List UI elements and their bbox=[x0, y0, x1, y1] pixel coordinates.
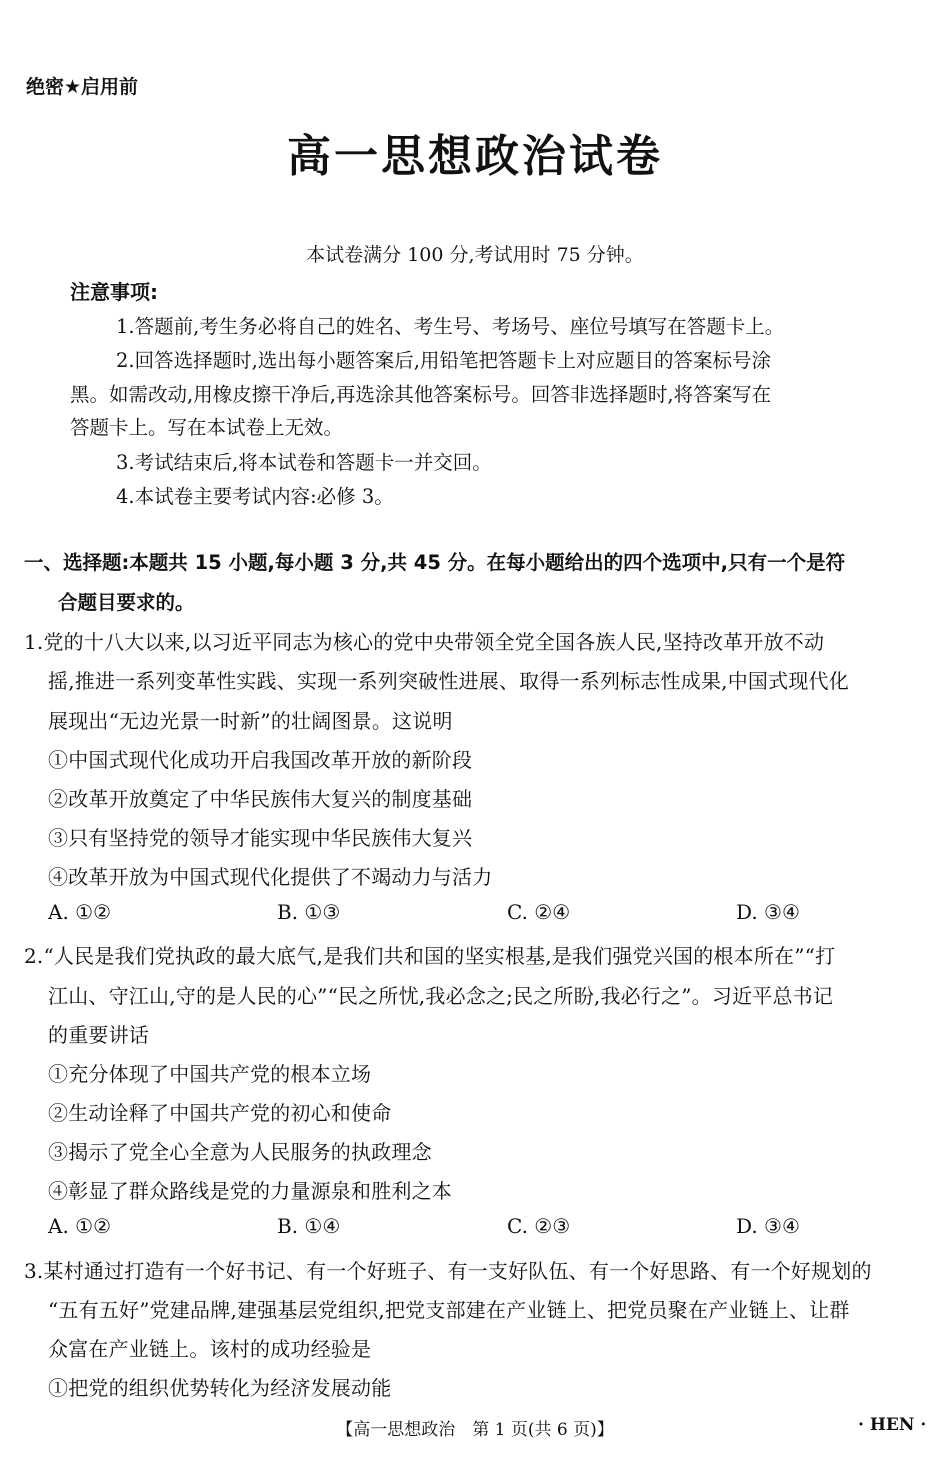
section-heading: 一、选择题:本题共 15 小题,每小题 3 分,共 45 分。在每小题给出的四个选项中,只有一个是符 bbox=[24, 551, 846, 574]
section-heading-cont: 合题目要求的。 bbox=[58, 591, 195, 614]
footer-code: · HEN · bbox=[858, 1415, 927, 1435]
question-3-stem: “五有五好”党建品牌,建强基层党组织,把党支部建在产业链上、把党员聚在产业链上、让群 bbox=[48, 1298, 850, 1322]
question-2-option-c: C. ②③ bbox=[507, 1214, 571, 1238]
question-3-stem: 3.某村通过打造有一个好书记、有一个好班子、有一支好队伍、有一个好思路、有一个好规划的 bbox=[24, 1259, 872, 1283]
question-2-item: ③揭示了党全心全意为人民服务的执政理念 bbox=[48, 1140, 432, 1164]
notice-line: 2.回答选择题时,选出每小题答案后,用铅笔把答题卡上对应题目的答案标号涂 bbox=[116, 349, 772, 372]
question-1-item: ②改革开放奠定了中华民族伟大复兴的制度基础 bbox=[48, 787, 473, 811]
notice-line: 3.考试结束后,将本试卷和答题卡一并交回。 bbox=[116, 451, 492, 474]
question-2-item: ④彰显了群众路线是党的力量源泉和胜利之本 bbox=[48, 1179, 452, 1203]
question-1-option-d: D. ③④ bbox=[736, 900, 800, 924]
question-1-stem: 摇,推进一系列变革性实践、实现一系列突破性进展、取得一系列标志性成果,中国式现代化 bbox=[48, 669, 849, 693]
question-3-item: ①把党的组织优势转化为经济发展动能 bbox=[48, 1376, 392, 1400]
question-1-stem: 展现出“无边光景一时新”的壮阔图景。这说明 bbox=[48, 709, 453, 733]
notice-heading: 注意事项: bbox=[70, 280, 158, 304]
question-2-stem: 的重要讲话 bbox=[48, 1023, 149, 1047]
question-1-option-a: A. ①② bbox=[48, 900, 112, 924]
question-3-stem: 众富在产业链上。该村的成功经验是 bbox=[48, 1337, 372, 1361]
exam-title: 高一思想政治试卷 bbox=[287, 131, 663, 182]
question-2-option-d: D. ③④ bbox=[736, 1214, 800, 1238]
question-1-item: ④改革开放为中国式现代化提供了不竭动力与活力 bbox=[48, 865, 493, 889]
question-2-stem: 2.“人民是我们党执政的最大底气,是我们共和国的坚实根基,是我们强党兴国的根本所在”“打 bbox=[24, 944, 836, 968]
question-2-option-b: B. ①④ bbox=[277, 1214, 341, 1238]
exam-subtitle: 本试卷满分 100 分,考试用时 75 分钟。 bbox=[306, 244, 644, 266]
question-2-option-a: A. ①② bbox=[48, 1214, 112, 1238]
question-1-stem: 1.党的十八大以来,以习近平同志为核心的党中央带领全党全国各族人民,坚持改革开放不动 bbox=[24, 630, 825, 654]
question-2-item: ①充分体现了中国共产党的根本立场 bbox=[48, 1062, 372, 1086]
notice-line: 答题卡上。写在本试卷上无效。 bbox=[70, 416, 344, 439]
question-2-item: ②生动诠释了中国共产党的初心和使命 bbox=[48, 1101, 392, 1125]
question-1-option-c: C. ②④ bbox=[507, 900, 571, 924]
question-2-stem: 江山、守江山,守的是人民的心”“民之所忧,我必念之;民之所盼,我必行之”。习近平总书记 bbox=[48, 984, 834, 1008]
notice-line: 1.答题前,考生务必将自己的姓名、考生号、考场号、座位号填写在答题卡上。 bbox=[116, 315, 785, 338]
question-1-option-b: B. ①③ bbox=[277, 900, 341, 924]
page-footer: 【高一思想政治 第 1 页(共 6 页)】 bbox=[336, 1420, 614, 1440]
confidential-label: 绝密★启用前 bbox=[26, 76, 139, 98]
question-1-item: ③只有坚持党的领导才能实现中华民族伟大复兴 bbox=[48, 826, 473, 850]
notice-line: 黑。如需改动,用橡皮擦干净后,再选涂其他答案标号。回答非选择题时,将答案写在 bbox=[70, 383, 772, 406]
notice-line: 4.本试卷主要考试内容:必修 3。 bbox=[116, 485, 394, 508]
question-1-item: ①中国式现代化成功开启我国改革开放的新阶段 bbox=[48, 748, 473, 772]
